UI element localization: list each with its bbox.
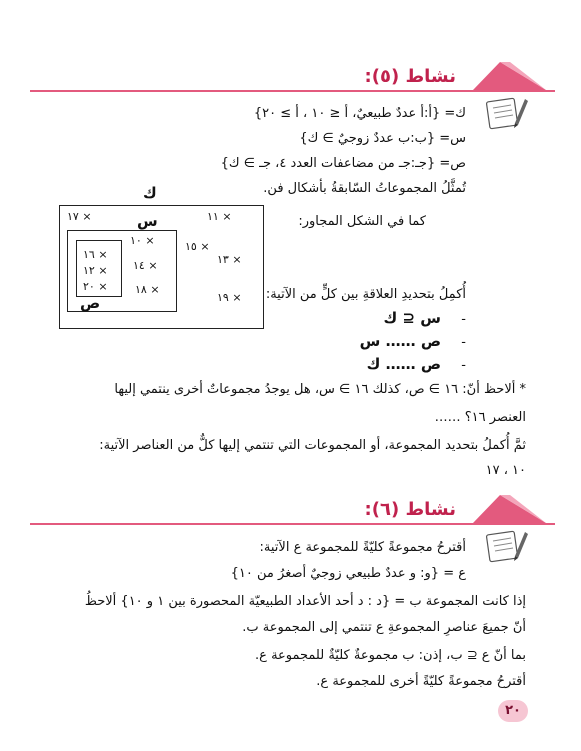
activity5-elements: ١٠ ، ١٧: [485, 463, 526, 478]
activity5-venn-intro: تُمثَّلُ المجموعاتُ السّابقةُ بأشكال فن.: [263, 181, 466, 196]
activity5-note: * ألاحظ أنّ: ١٦ ∋ ص، كذلك ١٦ ∋ س، هل يوجدُ مجموعاتٌ أخرى ينتمي إليها: [114, 382, 526, 397]
activity6-header-tab-icon: [468, 491, 548, 525]
list-item-relation: ص …… ك: [366, 355, 441, 373]
activity6-line1: أقترحُ مجموعةً كليّةً للمجموعة ع الآتية:: [259, 540, 466, 555]
activity5-set-s: س= {ب:ب عددٌ زوجيٌ ∋ ك}: [299, 131, 466, 146]
venn-outer-label: ك: [143, 184, 157, 202]
activity6-set-b: إذا كانت المجموعة ب = {د : د أحد الأعداد الطبيعيّة المحصورة بين ١ و ١٠} ألاحظُ: [84, 594, 526, 609]
venn-element: ١٩ ×: [217, 291, 242, 304]
activity6-set-a: ع = {و: و عددٌ طبيعي زوجيٌ أصغرُ من ١٠}: [230, 566, 466, 581]
activity5-note-continued: العنصر ١٦؟ ……: [434, 410, 526, 425]
activity5-complete-intro: أُكمِلُ بتحديدِ العلاقةِ بين كلٍّ من الآتية:: [265, 287, 466, 302]
notepad-pencil-icon: [485, 526, 529, 564]
venn-element: ١٢ ×: [83, 264, 108, 277]
activity6-line6: أقترحُ مجموعةً كليّةً أخرى للمجموعة ع.: [316, 674, 526, 689]
activity5-title: نشاط (٥):: [364, 66, 456, 87]
activity5-header-tab-icon: [468, 58, 548, 92]
activity5-set-sad: ص= {جـ:جـ من مضاعفات العدد ٤، جـ ∋ ك}: [220, 156, 466, 171]
venn-element: ١١ ×: [207, 210, 232, 223]
activity5-set-k: ك= {أ:أ عددٌ طبيعيٌ، أ ≤ ١٠ ، أ ≥ ٢٠}: [253, 106, 466, 121]
venn-element: ١٧ ×: [67, 210, 92, 223]
venn-element: ١٦ ×: [83, 248, 108, 261]
notepad-pencil-icon: [485, 93, 529, 131]
list-item-relation: س ⊆ ك: [383, 309, 441, 327]
venn-element: ١٠ ×: [130, 234, 155, 247]
list-bullet: -: [461, 335, 466, 350]
venn-element: ٢٠ ×: [83, 280, 108, 293]
list-bullet: -: [461, 358, 466, 373]
page-number: ٢٠: [498, 700, 528, 722]
venn-element: ١٣ ×: [217, 253, 242, 266]
list-item-relation: ص …… س: [359, 332, 441, 350]
list-bullet: -: [461, 312, 466, 327]
activity6-line5: بما أنّ ع ⊆ ب، إذن: ب مجموعةٌ كليّةٌ للمجموعة ع.: [255, 648, 526, 663]
venn-mid-label: س: [137, 212, 158, 230]
venn-element: ١٤ ×: [133, 259, 158, 272]
activity5-then: ثمَّ أُكملُ بتحديد المجموعة، أو المجموعات التي تنتمي إليها كلٌّ من العناصر الآتية:: [99, 438, 526, 453]
activity6-title: نشاط (٦):: [364, 499, 456, 520]
venn-element: ١٨ ×: [135, 283, 160, 296]
activity5-venn-adjacent: كما في الشكل المجاور:: [298, 214, 426, 229]
venn-element: ١٥ ×: [185, 240, 210, 253]
venn-inner-label: ص: [80, 294, 101, 312]
activity6-line4: أنّ جميعَ عناصرِ المجموعةِ ع تنتمي إلى المجموعة ب.: [242, 620, 526, 635]
